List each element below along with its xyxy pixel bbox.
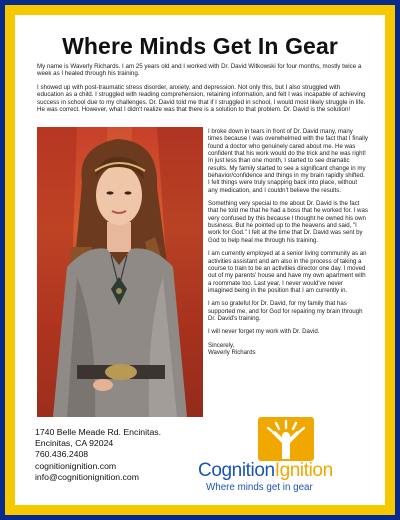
- body-paragraph: I am currently employed at a senior living community as an activities assistant and am also in the process of taking a course to train to be an activities director one day. I moved out of my parents' house and have my own apartment with a roommate too. Last year, I never would've never imagined being in the position that I am currently in.: [208, 250, 367, 294]
- body-paragraph: Something very special to me about Dr. David is the fact that he told me that he had a boss that he worked for. I was very confused by this because I thought he owned his own business. But he pointed up to the heavens and said, "I work for God." I felt at the time that Dr. David was sent by God to help heal me through his training.: [208, 200, 368, 244]
- logo-name-ignition: Ignition: [274, 460, 333, 481]
- logo-wordmark: [198, 461, 378, 481]
- intro-text: [37, 63, 367, 119]
- signature: Waverly Richards: [208, 348, 256, 356]
- address-line-2: Encinitas, CA 92024: [35, 438, 114, 449]
- page-border: [5, 5, 395, 515]
- body-paragraph: I will never forget my work with Dr. David.: [208, 328, 320, 336]
- email-link[interactable]: info@cognitionignition.com: [35, 471, 139, 482]
- raised-arms-person-icon: [258, 417, 314, 461]
- logo-name-cognition: Cognition: [198, 460, 275, 481]
- cognition-ignition-logo: [198, 417, 378, 497]
- intro-paragraph: I showed up with post-traumatic stress disorder, anxiety, and depression. Not only this, but I also struggled with education as a child. I struggled with reading comprehension, retaining information, and felt I was incapable of achieving success in school due to my challenges. Dr. David told me that if I struggled in school, I would most likely struggle in life. He was correct. However, what I didn't realize was that there is a solution to that problem. Dr. David is the solution!: [37, 83, 366, 114]
- page-title: Where Minds Get In Gear: [62, 33, 338, 59]
- document-page: [15, 15, 385, 505]
- phone-number[interactable]: 760.436.2408: [35, 449, 89, 460]
- intro-paragraph: My name is Waverly Richards. I am 25 years old and I worked with Dr. David Witkowski for four months, mostly twice a week as I healed through his training.: [37, 63, 362, 78]
- testimonial-text: [208, 128, 368, 362]
- contact-block: [35, 427, 215, 483]
- website-link[interactable]: cognitionignition.com: [35, 460, 117, 471]
- logo-tagline: Where minds get in gear: [206, 482, 313, 493]
- body-paragraph: I broke down in tears in front of Dr. David many, many times because I was overwhelmed with the fact that I finally found a doctor who genuinely cared about me. He was confident that his work would do the trick and he was right! In just less than one month, I started to see dramatic results. My family started to see a significant change in my behavior/confidence and things in my brain rapidly shifted. I felt things were truly snapping back into place, without any medication, and I couldn't believe the results.: [208, 128, 368, 194]
- address-line-1: 1740 Belle Meade Rd. Encinitas.: [35, 427, 162, 437]
- body-paragraph: I am so grateful for Dr. David, for my family that has supported me, and for God for repairing my brain through Dr. David's training.: [208, 300, 363, 322]
- signoff: [208, 342, 368, 357]
- portrait-photo: [37, 127, 203, 417]
- signoff-line: Sincerely,: [208, 341, 235, 349]
